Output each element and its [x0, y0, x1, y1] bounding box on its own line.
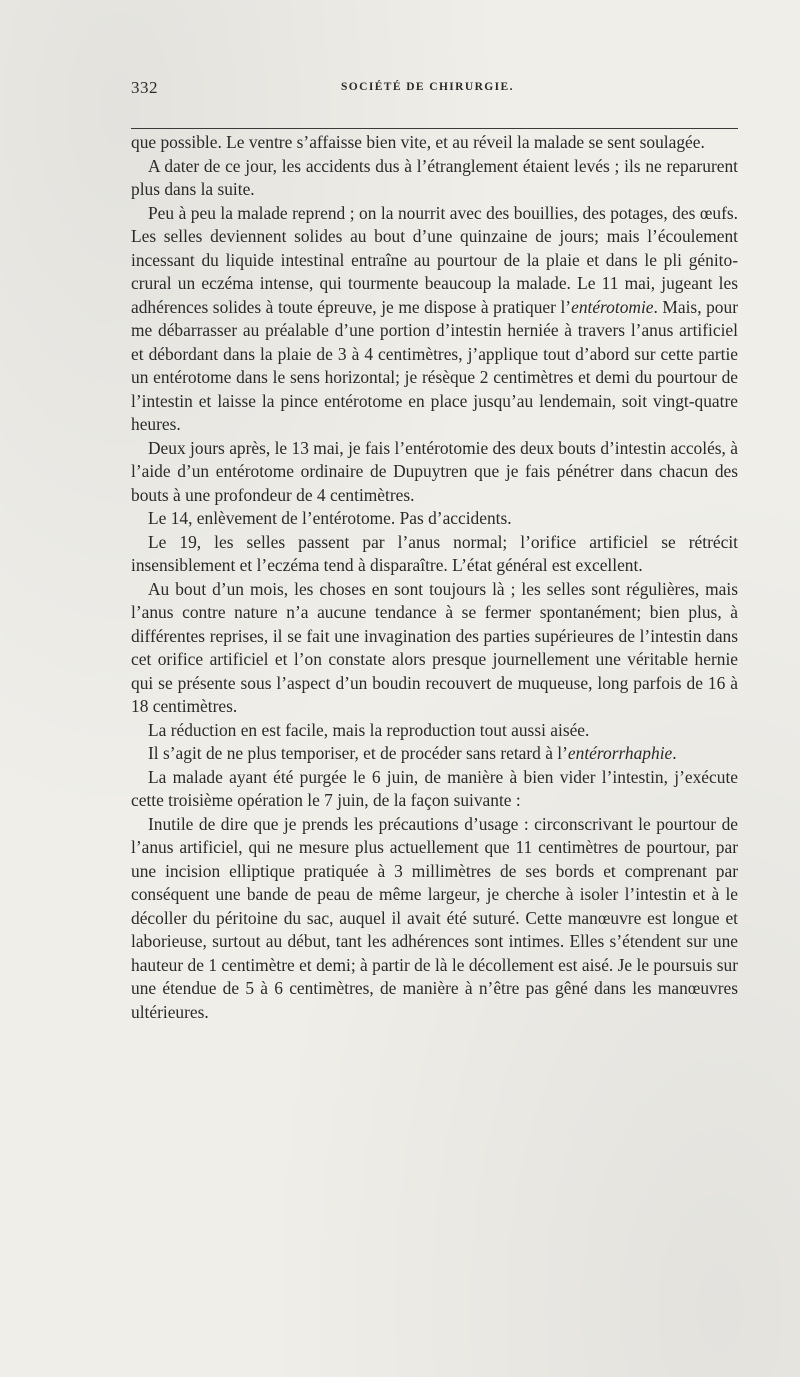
paragraph: [131, 131, 738, 155]
paragraph-text: . Mais, pour me débarrasser au préalable d’une portion d’intestin herniée à travers l’anus artificiel et débordant dans la plaie de 3 à 4 centimètres, j’applique tout d’abord sur cette partie un entérotome dans le sens horizontal; je résèque 2 centimètres et demi du pourtour de l’intestin et laisse la pince entérotome en place jusqu’au lendemain, soit vingt-quatre heures.: [131, 296, 738, 434]
paragraph-text: que possible. Le ventre s’affaisse bien vite, et au réveil la malade se sent soulagée.: [131, 132, 705, 152]
paragraph-text: Le 19, les selles passent par l’anus normal; l’orifice artificiel se rétrécit insensiblement et l’eczéma tend à disparaître. L’état général est excellent.: [131, 531, 738, 575]
paragraph-text: Le 14, enlèvement de l’entérotome. Pas d’accidents.: [148, 508, 512, 528]
paragraph-text: Peu à peu la malade reprend ; on la nourrit avec des bouillies, des potages, des œufs. Les selles deviennent solides au bout d’une quinzaine de jours; mais l’écoulement incessant du liquide intestinal entraîne au pourtour de la plaie et dans le pli génito-crural un eczéma intense, qui tourmente beaucoup la malade. Le 11 mai, jugeant les adhérences solides à toute épreuve, je me dispose à pratiquer l’: [131, 202, 738, 317]
running-head: SOCIÉTÉ DE CHIRURGIE.: [341, 81, 514, 93]
page-number: 332: [131, 78, 158, 97]
paragraph-text: La réduction en est facile, mais la reproduction tout aussi aisée.: [148, 719, 590, 740]
paragraph: [131, 202, 738, 437]
paragraph: [131, 766, 738, 813]
italic-term: entérorrhaphie: [567, 743, 673, 763]
paragraph-text: A dater de ce jour, les accidents dus à l’étranglement étaient levés ; ils ne reparurent plus dans la suite.: [131, 155, 738, 199]
paragraph: [131, 155, 738, 202]
paragraph: [131, 719, 738, 743]
paragraph-text: Il s’agit de ne plus temporiser, et de procéder sans retard à l’: [148, 743, 568, 763]
paragraph-text: Inutile de dire que je prends les précautions d’usage : circonscrivant le pourtour de l’anus artificiel, qui ne mesure plus actuellement que 11 centimètres de pourtour, par une incision elliptique pratiquée à 3 millimètres de ses bords et comprenant par conséquent une bande de peau de même largeur, je cherche à isoler l’intestin et à le décoller du péritoine du sac, auquel il avait été suturé. Cette manœuvre est longue et laborieuse, surtout au début, tant les adhérences sont intimes. Elles s’étendent sur une hauteur de 1 centimètre et demi; à partir de là le décollement est aisé. Je le poursuis sur une étendue de 5 à 6 centimètres, de manière à n’être pas gêné dans les manœuvres ultérieures.: [131, 813, 738, 1022]
paragraph: [131, 742, 738, 766]
body-text: [131, 131, 738, 1024]
header-rule: [131, 128, 738, 129]
paragraph: [131, 578, 738, 719]
paragraph: [131, 531, 738, 578]
italic-term: entérotomie: [571, 296, 654, 317]
paragraph-text: Deux jours après, le 13 mai, je fais l’entérotomie des deux bouts d’intestin accolés, à l’aide d’un entérotome ordinaire de Dupuytren que je fais pénétrer dans chacun des bouts à une profondeur de 4 centimètres.: [131, 437, 738, 505]
paragraph: [131, 437, 738, 508]
paragraph-text: .: [672, 743, 677, 763]
paragraph: [131, 813, 738, 1025]
paragraph: [131, 507, 738, 531]
page-header: [131, 78, 738, 102]
paragraph-text: Au bout d’un mois, les choses en sont toujours là ; les selles sont régulières, mais l’anus contre nature n’a aucune tendance à se fermer spontanément; bien plus, à différentes reprises, il se fait une invagination des parties supérieures de l’intestin dans cet orifice artificiel et l’on constate alors presque journellement une véritable hernie qui se présente sous l’aspect d’un boudin recouvert de muqueuse, long parfois de 16 à 18 centimètres.: [131, 578, 738, 716]
paragraph-text: La malade ayant été purgée le 6 juin, de manière à bien vider l’intestin, j’exécute cette troisième opération le 7 juin, de la façon suivante :: [131, 766, 738, 810]
